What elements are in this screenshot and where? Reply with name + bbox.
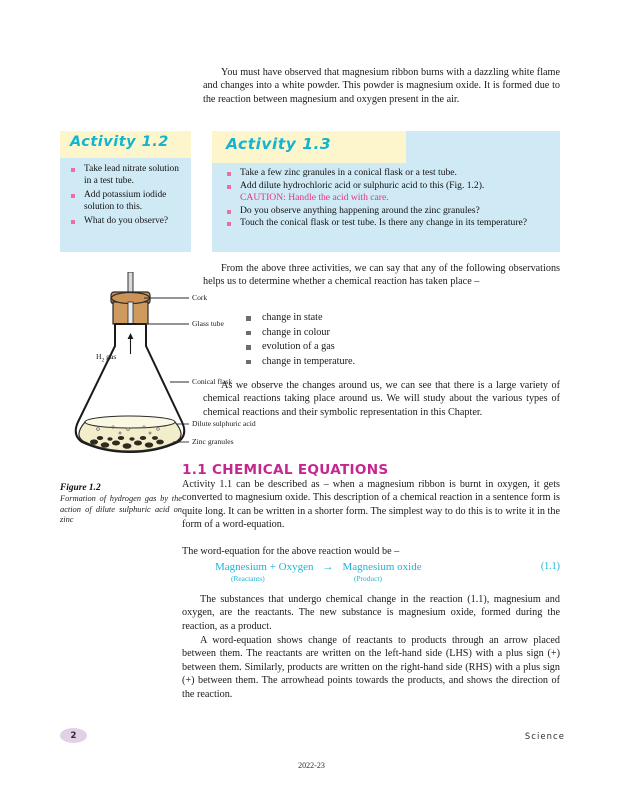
figure-label-h2-gas (96, 352, 116, 364)
section-paragraph-1: Activity 1.1 can be described as – when a magnesium ribbon is burnt in oxygen, it gets converted to magnesium oxide. This description of a chemical reaction in a sentence form is quite long. It can be written in a shorter form. The simplest way to do this is to write it in the form of a word-equation. (182, 479, 560, 531)
observation-item: evolution of a gas (246, 340, 546, 355)
intro-paragraph: You must have observed that magnesium ribbon burns with a dazzling white flame and changes into a white powder. This powder is magnesium oxide. It is formed due to the reaction between magnesium and oxygen present in the air. (203, 67, 560, 105)
activity-box-1-2 (60, 131, 191, 252)
h2-gas-word: gas (104, 352, 117, 361)
footer-subject-label: Science (524, 731, 565, 741)
equation-number: (1.1) (540, 561, 560, 572)
figure-label-cork: Cork (192, 293, 208, 302)
figure-label-dilute-sulphuric-acid: Dilute sulphuric acid (192, 419, 256, 428)
caution-label: CAUTION: (240, 192, 286, 204)
caution-text: Handle the acid with care. (285, 192, 389, 204)
word-equation-main (215, 561, 422, 573)
footer-year-label: 2022-23 (298, 761, 325, 770)
observation-item: change in colour (246, 326, 546, 341)
liquid-surface-shape (85, 416, 175, 428)
h2-subscript: 2 (101, 357, 105, 364)
figure-caption (60, 483, 182, 526)
figure-label-glass-tube: Glass tube (192, 319, 224, 328)
activity-1-3-step: Take a few zinc granules in a conical flask or a test tube. (226, 167, 548, 180)
activity-1-3-step: Touch the conical flask or test tube. Is there any change in its temperature? (226, 217, 548, 230)
activity-1-2-step: Add potassium iodide solution to this. (70, 189, 182, 214)
equation-product: Magnesium oxide (342, 561, 422, 573)
section-paragraph-2: The substances that undergo chemical change in the reaction (1.1), magnesium and oxygen, are the reactants. The new substance is magnesium oxide, formed during the reaction, as a product. (182, 594, 560, 632)
activity-1-2-step: Take lead nitrate solution in a test tube. (70, 163, 182, 188)
activity-1-3-step (226, 180, 548, 205)
activity-1-2-steps (70, 163, 182, 227)
figure-caption-text: Formation of hydrogen gas by the action of dilute sulphuric acid on zinc (60, 494, 182, 525)
section-paragraph-3: A word-equation shows change of reactants to products through an arrow placed between them. The reactants are written on the left-hand side (LHS) with a plus sign (+) between them. Similarly, products are written on the right-hand side (RHS) with a plus sign (+) between them. The arrowhead points towards the products, and shows the direction of the reaction. (182, 635, 560, 700)
observations-list (246, 311, 546, 369)
figure-label-conical-flask: Conical flask (192, 377, 233, 386)
figure-caption-title: Figure 1.2 (60, 483, 101, 493)
activity-1-2-step: What do you observe? (70, 215, 182, 227)
activity-1-3-title: Activity 1.3 (212, 131, 406, 163)
observation-item: change in state (246, 311, 546, 326)
equation-product-label: (Product) (354, 574, 382, 583)
activity-1-3-step: Do you observe anything happening around the zinc granules? (226, 205, 548, 218)
section-line-2: The word-equation for the above reaction would be – (182, 546, 400, 557)
activity-1-2-title: Activity 1.2 (60, 131, 191, 158)
observations-after-paragraph: As we observe the changes around us, we can see that there is a large variety of chemical reactions taking place around us. We will study about the various types of chemical reactions and their symbolic representation in this Chapter. (203, 380, 560, 418)
word-equation (182, 561, 560, 587)
section-heading: 1.1 CHEMICAL EQUATIONS (182, 462, 389, 479)
h2-symbol: H (96, 352, 102, 361)
figure-label-zinc-granules: Zinc granules (192, 437, 234, 446)
equation-reactants: Magnesium + Oxygen (215, 561, 314, 573)
figure-1-2-apparatus (58, 272, 283, 472)
observations-intro-paragraph: From the above three activities, we can say that any of the following observations helps us to determine whether a chemical reaction has taken place – (203, 263, 560, 288)
equation-arrow-icon: → (322, 561, 334, 573)
page-number-badge: 2 (60, 728, 87, 743)
observation-item: change in temperature. (246, 355, 546, 370)
activity-1-3-steps (226, 167, 548, 230)
activity-1-3-step-text: Add dilute hydrochloric acid or sulphuric acid to this (Fig. 1.2). (240, 179, 485, 191)
equation-reactants-label: (Reactants) (231, 574, 265, 583)
activity-box-1-3 (212, 131, 560, 252)
flask-diagram-svg (58, 272, 283, 472)
